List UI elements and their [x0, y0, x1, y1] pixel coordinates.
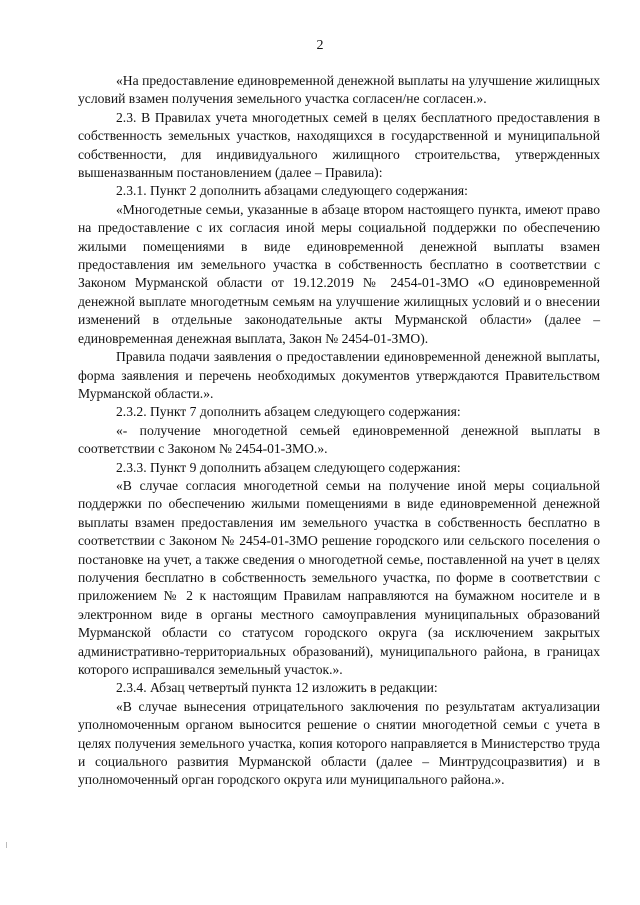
- paragraph-2-3-2: 2.3.2. Пункт 7 дополнить абзацем следующего содержания:: [116, 404, 461, 420]
- paragraph-2-3-3-quote: «В случае согласия многодетной семьи на получение иной меры социальной поддержки по обеспечению жилыми помещениями в виде единовременной денежной выплаты взамен предоставления им земельного участка в собственность бесплатно в соответствии с Законом № 2454-01-ЗМО решение городского или сельского поселения о постановке на учет, а также сведения о многодетной семье, поставленной на учет в целях получения бесплатно в собственность земельного участка, по форме в соответствии с приложением № 2 к настоящим Правилам направляются на бумажном носителе и в электронном виде в органы местного самоуправления муниципальных образований Мурманской области со статусом городского округа (за исключением закрытых административно-территориальных образований), муниципального района, в границах которого испрашивался земельный участок.».: [78, 477, 600, 677]
- page-number: 2: [316, 38, 324, 53]
- paragraph-consent-statement: «На предоставление единовременной денежной выплаты на улучшение жилищных условий взамен получения земельного участка согласен/не согласен.».: [78, 73, 600, 107]
- scan-mark: [6, 842, 7, 848]
- paragraph-2-3-3: 2.3.3. Пункт 9 дополнить абзацем следующего содержания:: [116, 459, 461, 475]
- paragraph-2-3-1-rules: Правила подачи заявления о предоставлении единовременной денежной выплаты, форма заявления и перечень необходимых документов утверждаются Правительством Мурманской области.».: [78, 349, 600, 401]
- paragraph-2-3-1-quote: «Многодетные семьи, указанные в абзаце втором настоящего пункта, имеют право на предоставление с их согласия иной меры социальной поддержки по обеспечению жилыми помещениями в виде единовременной денежной выплаты взамен предоставления им земельного участка в собственность бесплатно в соответствии с Законом Мурманской области от 19.12.2019 № 2454-01-ЗМО «О единовременной денежной выплате многодетным семьям на улучшение жилищных условий и о внесении изменений в отдельные законодательные акты Мурманской области» (далее – единовременная денежная выплата, Закон № 2454-01-ЗМО).: [78, 201, 600, 346]
- paragraph-2-3: 2.3. В Правилах учета многодетных семей в целях бесплатного предоставления в собственность земельных участков, находящихся в государственной и муниципальной собственности, для индивидуального жилищного строительства, утвержденных вышеназванным постановлением (далее – Правила):: [78, 109, 600, 181]
- document-body: [78, 72, 600, 790]
- paragraph-2-3-4-quote: «В случае вынесения отрицательного заключения по результатам актуализации уполномоченным органом выносится решение о снятии многодетной семьи с учета в целях получения земельного участка, копия которого направляется в Министерство труда и социального развития Мурманской области (далее – Минтрудсоцразвития) и в уполномоченный орган городского округа или муниципального района.».: [78, 698, 600, 788]
- paragraph-2-3-2-quote: «- получение многодетной семьей единовременной денежной выплаты в соответствии с Законом № 2454-01-ЗМО.».: [78, 422, 600, 457]
- paragraph-2-3-4: 2.3.4. Абзац четвертый пункта 12 изложить в редакции:: [116, 680, 438, 696]
- paragraph-2-3-1: 2.3.1. Пункт 2 дополнить абзацами следующего содержания:: [116, 183, 468, 199]
